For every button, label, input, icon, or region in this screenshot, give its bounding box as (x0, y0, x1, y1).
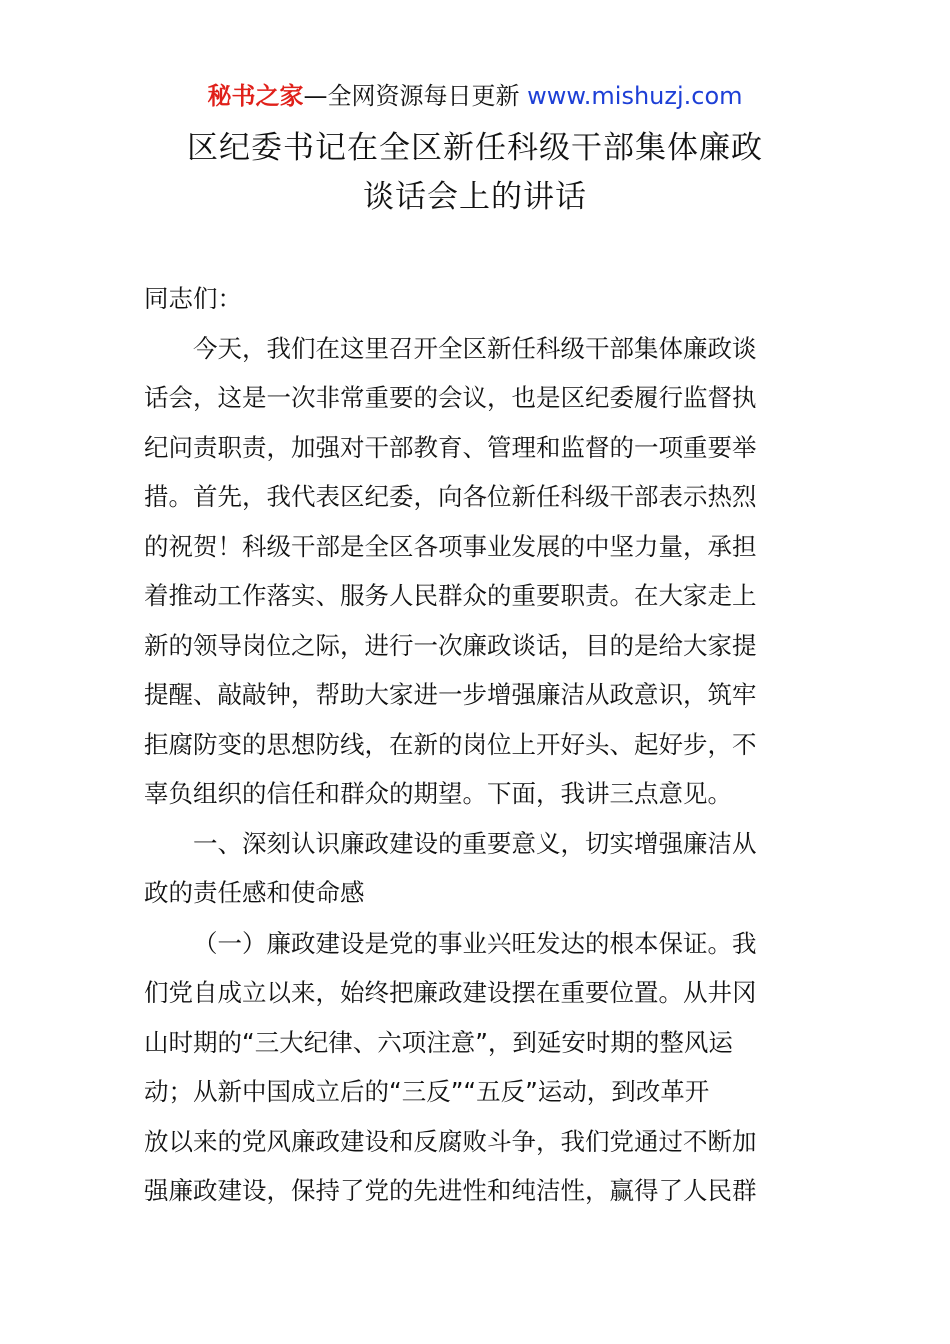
section-heading-line: 一、深刻认识廉政建设的重要意义，切实增强廉洁从 (193, 829, 757, 858)
paragraph-line: 放以来的党风廉政建设和反腐败斗争，我们党通过不断加 (144, 1127, 757, 1156)
paragraph-line: 纪问责职责，加强对干部教育、管理和监督的一项重要举 (144, 433, 757, 462)
paragraph-line: 今天，我们在这里召开全区新任科级干部集体廉政谈 (193, 334, 757, 363)
site-brand: 秘书之家 (207, 82, 304, 110)
paragraph-line: 话会，这是一次非常重要的会议，也是区纪委履行监督执 (144, 383, 757, 412)
document-title-line-1: 区纪委书记在全区新任科级干部集体廉政 (187, 130, 763, 166)
paragraph-line: 强廉政建设，保持了党的先进性和纯洁性，赢得了人民群 (144, 1176, 757, 1205)
paragraph-line: （一）廉政建设是党的事业兴旺发达的根本保证。我 (193, 929, 757, 958)
paragraph-line: 措。首先，我代表区纪委，向各位新任科级干部表示热烈 (144, 482, 757, 511)
paragraph-line: 新的领导岗位之际，进行一次廉政谈话，目的是给大家提 (144, 631, 757, 660)
paragraph-line: 辜负组织的信任和群众的期望。下面，我讲三点意见。 (144, 779, 732, 808)
site-header (0, 80, 950, 112)
salutation: 同志们： (144, 284, 242, 313)
paragraph-line: 拒腐防变的思想防线，在新的岗位上开好头、起好步，不 (144, 730, 757, 759)
document-title-line-2: 谈话会上的讲话 (363, 179, 587, 215)
paragraph-line: 的祝贺！科级干部是全区各项事业发展的中坚力量，承担 (144, 532, 757, 561)
paragraph-line: 山时期的“三大纪律、六项注意”，到延安时期的整风运 (144, 1028, 733, 1057)
paragraph-line: 着推动工作落实、服务人民群众的重要职责。在大家走上 (144, 581, 757, 610)
section-heading-line: 政的责任感和使命感 (144, 878, 365, 907)
paragraph-line: 动；从新中国成立后的“三反”“五反”运动，到改革开 (144, 1077, 710, 1106)
paragraph-line: 们党自成立以来，始终把廉政建设摆在重要位置。从井冈 (144, 978, 757, 1007)
paragraph-line: 提醒、敲敲钟，帮助大家进一步增强廉洁从政意识，筑牢 (144, 680, 757, 709)
site-url-link[interactable]: www.mishuzj.com (527, 82, 743, 110)
site-tagline: —全网资源每日更新 (303, 82, 528, 110)
